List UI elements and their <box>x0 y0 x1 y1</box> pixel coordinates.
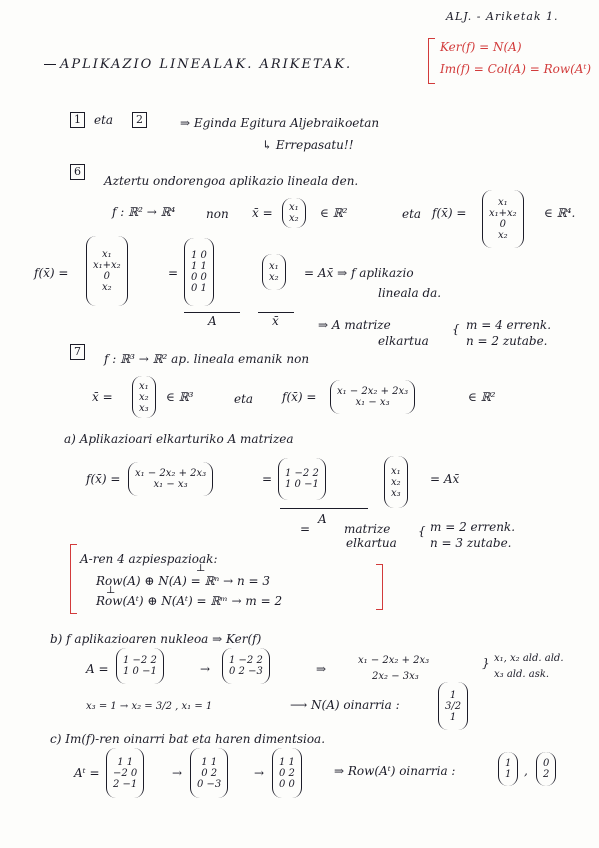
vector-entry: x₁ <box>102 249 112 260</box>
exercise-7b-null-basis: ⟶ N(A) oinarria : <box>290 698 400 712</box>
exercise-6-non: non <box>206 207 229 221</box>
exercise-7b-brace: } <box>482 656 490 670</box>
exercise-7a-matrix-A <box>278 458 326 500</box>
exercise-number-2: 2 <box>132 112 147 128</box>
vector-entry: x₁ <box>139 380 149 392</box>
exercise-7b-label: b) f aplikazioaren nukleoa ⇒ Ker(f) <box>50 632 262 646</box>
exercise-7c-basis-vector-2 <box>536 752 556 786</box>
exercise-7a-vector <box>128 462 213 496</box>
exercise-7c-matrix-3 <box>272 748 302 798</box>
vector-entry: 1 <box>505 758 512 769</box>
label-x: x̄ <box>272 314 279 328</box>
underline-A <box>280 508 368 509</box>
exercise-7b-null-vector <box>438 682 468 730</box>
matrix-row: 1 1 <box>191 261 207 272</box>
exercise-6-matrize: ⇒ A matrize <box>318 318 391 332</box>
exercise-7-fx-vector <box>330 380 415 414</box>
exercise-7c-matrix-2 <box>190 748 228 798</box>
exercise-7-x-right: ∈ ℝ³ <box>166 390 194 404</box>
exercise-7b-eq1: x₁ − 2x₂ + 2x₃ <box>358 655 430 666</box>
vector-entry: x₁ − x₃ <box>355 397 390 408</box>
exercise-7b-side-1: x₁, x₂ ald. ald. <box>494 653 564 664</box>
exercise-6-x-column <box>262 254 286 290</box>
exercise-7-fx-left: f(x̄) = <box>282 390 317 404</box>
vector-entry: x₁ − 2x₂ + 2x₃ <box>135 468 207 479</box>
note-rowt-nullt: Row(Aᵗ) ⊕ N(Aᵗ) = ℝᵐ → m = 2 <box>96 594 283 608</box>
matrix-row: 1 1 <box>117 756 134 768</box>
exercise-7b-solution: x₃ = 1 → x₂ = 3/2 , x₁ = 1 <box>86 701 213 712</box>
vector-entry: x₂ <box>269 272 279 283</box>
matrix-row: 2 −1 <box>113 778 138 790</box>
matrix-row: 1 0 <box>191 250 207 261</box>
exercise-7-eta: eta <box>234 392 254 406</box>
vector-entry: 1 <box>449 711 457 723</box>
exercise-6-eq-vector <box>86 236 128 306</box>
definition-bracket <box>428 38 435 84</box>
exercise-6-x-right: ∈ ℝ² <box>320 206 348 220</box>
matrix-row: 1 0 −1 <box>285 479 319 490</box>
vector-entry: x₂ <box>498 230 508 241</box>
exercise-number-1: 1 <box>70 112 85 128</box>
exercise-7a-dims-m: m = 2 errenk. <box>430 520 516 534</box>
matrix-row: 0 2 −3 <box>229 666 263 677</box>
note-perp-1: ⊥ <box>196 563 206 574</box>
vector-entry: x₁+x₂ <box>93 260 121 271</box>
matrix-row: 0 0 <box>279 778 295 790</box>
vector-entry: x₁ <box>498 197 508 208</box>
equals-sign: = <box>168 266 179 280</box>
note-bracket-left <box>70 544 77 614</box>
matrix-row: 0 2 <box>279 767 295 779</box>
matrix-row: 1 0 −1 <box>123 666 157 677</box>
label-A: A <box>318 512 327 526</box>
exercise-6-dims-m: m = 4 errenk. <box>466 318 552 332</box>
vector-entry: 1 <box>505 769 512 780</box>
exercise-7c-basis-vector-1 <box>498 752 518 786</box>
exercise-7a-matrize: matrize <box>344 522 391 536</box>
note-perp-2: ⊥ <box>106 585 116 596</box>
exercise-7b-matrix-1 <box>116 648 164 684</box>
vector-entry: 1 <box>449 689 457 701</box>
exercise-7b-matrix-2 <box>222 648 270 684</box>
exercise-12-text: ⇒ Eginda Egitura Aljebraikoetan <box>180 116 380 130</box>
label-A: A <box>208 314 217 328</box>
vector-entry: x₁ − 2x₂ + 2x₃ <box>337 386 409 397</box>
exercise-7c-row-basis: ⇒ Row(Aᵗ) oinarria : <box>334 764 456 778</box>
vector-entry: x₁ <box>391 465 401 477</box>
exercise-7a-x-column <box>384 456 408 508</box>
vector-entry: x₃ <box>139 402 149 414</box>
exercise-7-x-vector <box>132 376 156 418</box>
vector-entry: x₂ <box>139 391 149 403</box>
vector-entry: x₁ − x₃ <box>153 479 188 490</box>
matrix-row: 0 0 <box>191 272 207 283</box>
exercise-7a-elkartua: elkartua <box>346 536 397 550</box>
exercise-7c-matrix-1 <box>106 748 144 798</box>
exercise-6-fx-right: ∈ ℝ⁴. <box>544 206 576 220</box>
exercise-6-statement: Aztertu ondorengoa aplikazio lineala den. <box>104 174 359 188</box>
equals-sign: = <box>262 472 273 486</box>
exercise-7c-At: Aᵗ = <box>74 766 100 780</box>
vector-entry: x₂ <box>289 213 299 224</box>
arrow-right: → <box>172 766 183 780</box>
underline-x <box>258 312 294 313</box>
exercise-7a-label: a) Aplikazioari elkarturiko A matrizea <box>64 432 294 446</box>
exercise-7-fx-right: ∈ ℝ² <box>468 390 496 404</box>
vector-entry: x₂ <box>102 282 112 293</box>
exercise-7c-label: c) Im(f)-ren oinarri bat eta haren dimentsioa. <box>50 732 326 746</box>
exercise-7b-A: A = <box>86 662 109 676</box>
title-dash <box>44 64 56 65</box>
vector-entry: x₃ <box>391 487 401 499</box>
exercise-6-brace: { <box>452 322 460 336</box>
vector-entry: x₂ <box>391 476 401 488</box>
exercise-6-result: = Ax̄ ⇒ f aplikazio <box>304 266 414 280</box>
matrix-row: 0 1 <box>191 283 207 294</box>
page-title: APLIKAZIO LINEALAK. ARIKETAK. <box>60 57 353 72</box>
exercise-6-eq-left: f(x̄) = <box>34 266 69 280</box>
exercise-6-fx-vector <box>482 190 524 248</box>
matrix-row: 1 −2 2 <box>229 655 263 666</box>
note-subspaces: A-ren 4 azpiespazioak: <box>80 552 218 566</box>
matrix-row: 0 2 <box>201 767 218 779</box>
note-row-null: Row(A) ⊕ N(A) = ℝⁿ → n = 3 <box>96 574 271 588</box>
exercise-7a-brace: { <box>418 524 426 538</box>
definition-im: Im(f) = Col(A) = Row(Aᵗ) <box>440 62 592 76</box>
exercise-7a-result: = Ax̄ <box>430 472 460 486</box>
comma: , <box>524 764 528 778</box>
vector-entry: x₁ <box>289 202 299 213</box>
vector-entry: 0 <box>543 758 550 769</box>
exercise-7a-left: f(x̄) = <box>86 472 121 486</box>
arrow-right: → <box>200 662 211 676</box>
matrix-row: 1 −2 2 <box>123 655 157 666</box>
underline-A <box>184 312 240 313</box>
vector-entry: 0 <box>499 219 507 230</box>
matrix-row: 1 −2 2 <box>285 468 319 479</box>
vector-entry: 0 <box>103 271 111 282</box>
exercise-6-eta: eta <box>402 207 422 221</box>
exercise-7b-side-2: x₃ ald. ask. <box>494 669 550 680</box>
matrix-row: 1 1 <box>279 756 295 768</box>
note-bracket-right <box>376 564 383 610</box>
exercise-number-6: 6 <box>70 164 85 180</box>
exercise-7-map: f : ℝ³ → ℝ² ap. lineala emanik non <box>104 352 310 366</box>
vector-entry: x₁+x₂ <box>489 208 517 219</box>
matrix-row: 1 1 <box>201 756 218 768</box>
implies-arrow: ⇒ <box>316 662 327 676</box>
exercise-7a-dims-n: n = 3 zutabe. <box>430 536 512 550</box>
exercise-12-review: ↳ Errepasatu!! <box>262 138 354 152</box>
exercise-6-x-vector <box>282 198 306 228</box>
matrix-row: −2 0 <box>113 767 138 779</box>
matrix-row: 0 −3 <box>197 778 222 790</box>
exercise-6-matrix-A <box>184 238 214 306</box>
exercise-6-x-left: x̄ = <box>252 206 273 220</box>
exercise-7b-eq2: 2x₂ − 3x₃ <box>372 671 419 682</box>
eta-word: eta <box>94 113 114 127</box>
exercise-number-7: 7 <box>70 344 85 360</box>
exercise-6-fx-left: f(x̄) = <box>432 206 467 220</box>
exercise-7-x-left: x̄ = <box>92 390 113 404</box>
arrow-right: → <box>254 766 265 780</box>
exercise-6-dims-n: n = 2 zutabe. <box>466 334 548 348</box>
definition-ker: Ker(f) = N(A) <box>440 40 522 54</box>
exercise-6-map: f : ℝ² → ℝ⁴ <box>112 205 176 219</box>
exercise-6-result-2: lineala da. <box>378 286 442 300</box>
exercise-6-elkartua: elkartua <box>378 334 429 348</box>
vector-entry: x₁ <box>269 261 279 272</box>
vector-entry: 2 <box>543 769 550 780</box>
header-tag: ALJ. - Ariketak 1. <box>446 10 559 23</box>
arrow-eq: = <box>300 522 311 536</box>
vector-entry: 3/2 <box>445 700 462 712</box>
